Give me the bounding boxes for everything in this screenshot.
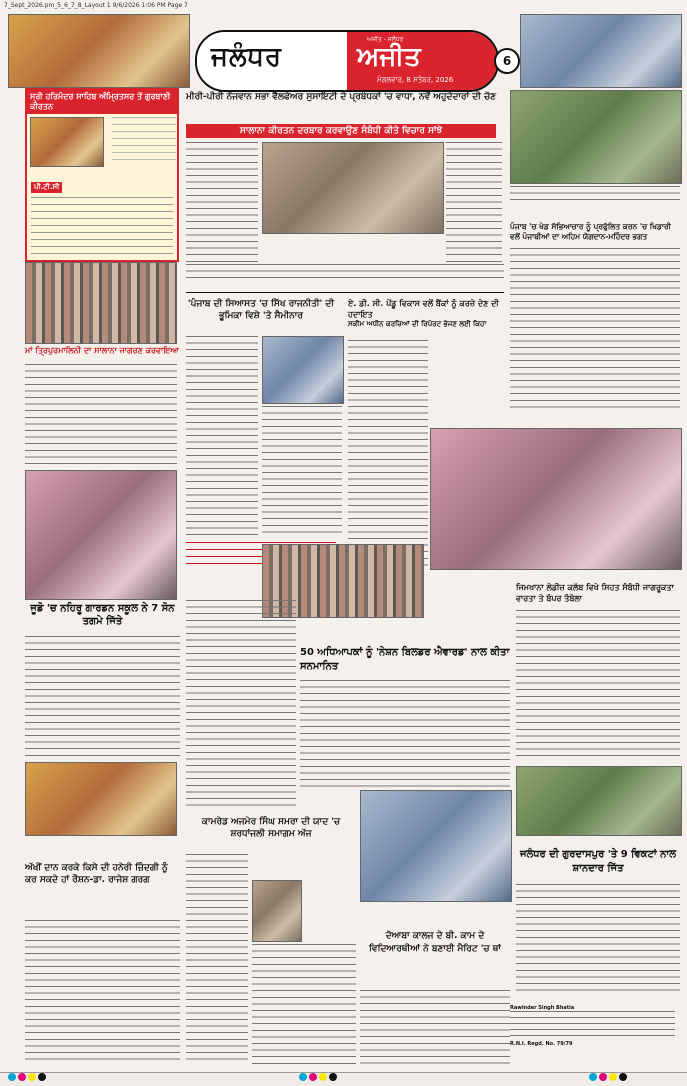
publisher-name: Rawinder Singh Bhatia (510, 1005, 575, 1011)
masthead-city: ਜਲੰਧਰ (211, 42, 283, 72)
story-doaba-headline: ਦੋਆਬਾ ਕਾਲਜ ਦੇ ਬੀ. ਕਾਮ ਦੇ ਵਿਦਿਆਰਥੀਆਂ ਨੇ ਬਣਾਈ ਮੈਰਿਟ 'ਚ ਥਾਂ (369, 931, 501, 954)
print-slug: 7_Sept_2026.pm_5_6_7_8_Layout 1 9/6/2026 1:06 PM Page 7 (4, 2, 188, 9)
seminar-photo (262, 336, 344, 404)
golden-temple-image (30, 117, 104, 167)
story-judo-body (25, 636, 180, 756)
comrade-portrait (252, 880, 302, 942)
ad-subheader: ਪੀ.ਟੀ.ਸੀ (31, 182, 62, 193)
story-seminar-headline: 'ਪੰਜਾਬ ਦੀ ਸਿਆਸਤ 'ਚ ਸਿੱਖ ਰਾਜਨੀਤੀ' ਦੀ ਭੂਮਿਕਾ ਵਿਸ਼ੇ 'ਤੇ ਸੈਮੀਨਾਰ (187, 299, 335, 321)
story-miri-piri-strip: ਸਾਲਾਨਾ ਕੀਰਤਨ ਦਰਬਾਰ ਕਰਵਾਉਣ ਸੰਬੰਧੀ ਕੀਤੇ ਵਿਚਾਰ ਸਾਂਝੇ (186, 124, 496, 138)
story-miri-piri-body (186, 142, 258, 262)
story-award-body2 (300, 680, 510, 790)
story-sports-body (510, 248, 680, 413)
story-adc-subheadline: ਸਕੀਮ ਅਧੀਨ ਕਰਜ਼ਿਆਂ ਦੀ ਰਿਪੋਰਟ ਭੇਜਣ ਲਈ ਕਿਹਾ (348, 320, 487, 328)
sports-photo (510, 90, 682, 184)
story-award-body (186, 600, 296, 810)
judo-photo (25, 470, 177, 600)
ladies-club-photo (430, 428, 682, 570)
page-number: 6 (494, 48, 520, 74)
story-gymkhana-body (516, 610, 680, 760)
masthead-date: ਮੰਗਲਵਾਰ, 8 ਸਤੰਬਰ, 2026 (377, 76, 454, 84)
story-jagran-headline: ਮਾਂ ਤ੍ਰਿਪੁਰਮਾਲਿਨੀ ਦਾ ਸਾਲਾਨਾ ਜਾਗਰਣ ਕਰਵਾਇਆ (25, 346, 179, 355)
story-doaba-body (360, 990, 510, 1065)
story-eye-headline: ਅੱਖੀਂ ਦਾਨ ਕਰਕੇ ਕਿਸੇ ਦੀ ਹਨੇਰੀ ਜ਼ਿੰਦਗੀ ਨੂੰ ਕਰ ਸਕਦੇ ਹਾਂ ਰੌਸ਼ਨ-ਡਾ. ਰਾਜੇਸ਼ ਗਰਗ (25, 863, 168, 885)
story-seminar-body2 (262, 406, 342, 536)
story-miri-piri-body-right (446, 142, 502, 262)
rni-number: R.N.I. Regd. No. 79/79 (510, 1041, 573, 1047)
publisher-imprint (510, 1005, 675, 1065)
print-color-bar (0, 1072, 687, 1086)
eye-donation-photo (25, 762, 177, 836)
story-award-headline: 50 ਅਧਿਆਪਕਾਂ ਨੂੰ 'ਨੇਸ਼ਨ ਬਿਲਡਰ ਐਵਾਰਡ' ਨਾਲ ਕੀਤਾ ਸਨਮਾਨਿਤ (300, 647, 510, 672)
sports-caption (510, 186, 680, 206)
story-comrade-body2 (252, 944, 356, 1064)
story-cricket-headline: ਜਲੰਧਰ ਦੀ ਗੁਰਦਾਸਪੁਰ 'ਤੇ 9 ਵਿਕਟਾਂ ਨਾਲ ਸ਼ਾਨਦਾਰ ਜਿੱਤ (519, 849, 677, 874)
award-photo (360, 790, 512, 902)
story-jagran-body (25, 364, 177, 464)
gurbani-ad (25, 88, 179, 262)
top-left-photo (8, 14, 190, 88)
story-adc-body (348, 340, 428, 570)
story-seminar-body (186, 336, 258, 536)
story-eye-body (25, 920, 180, 1065)
story-comrade-body (186, 854, 248, 1064)
jagran-photo (25, 262, 177, 344)
masthead-tagline: ਅਜੀਤ - ਜਲੰਧਰ (367, 36, 404, 43)
story-adc-headline: ਏ. ਡੀ. ਸੀ. ਪੇਂਡੂ ਵਿਕਾਸ ਵਲੋਂ ਬੈਂਕਾਂ ਨੂੰ ਕਰਜ਼ੇ ਦੇਣ ਦੀ ਹਦਾਇਤ (348, 299, 499, 319)
masthead-paper: ਅਜੀਤ (357, 42, 421, 72)
story-gymkhana-headline: ਜਿਮਖਾਨਾ ਲੇਡੀਜ਼ ਕਲੱਬ ਵਿਖੇ ਸਿਹਤ ਸੰਬੰਧੀ ਜਾਗਰੂਕਤਾ ਵਾਰਤਾ ਤੇ ਬੰਪਰ ਤੰਬੋਲਾ (516, 583, 674, 603)
top-right-photo (520, 14, 682, 88)
story-sports-headline: ਪੰਜਾਬ 'ਚ ਖੇਡ ਸੱਭਿਆਚਾਰ ਨੂੰ ਪ੍ਰਫੁੱਲਿਤ ਕਰਨ 'ਚ ਖਿਡਾਰੀ ਵਲੋਂ ਪੰਜਾਬੀਆਂ ਦਾ ਅਹਿਮ ਯੋਗਦਾਨ-ਮਹਿੰਦਰ ਭਗਤ (510, 222, 671, 241)
masthead (195, 30, 499, 92)
story-cricket-body (516, 884, 680, 994)
story-miri-piri-headline: ਮੀਰੀ-ਪੀਰੀ ਨੌਜਵਾਨ ਸਭਾ ਵੈੱਲਫੇਅਰ ਸੁਸਾਇਟੀ ਦੇ ਪ੍ਰਬੰਧਕਾਂ 'ਚ ਵਾਧਾ, ਨਵੇਂ ਅਹੁਦੇਦਾਰਾਂ ਦੀ ਚੋਣ (186, 92, 496, 102)
story-comrade-headline: ਕਾਮਰੇਡ ਅਜਮੇਰ ਸਿੰਘ ਸਮਰਾ ਦੀ ਯਾਦ 'ਚ ਸ਼ਰਧਾਂਜਲੀ ਸਮਾਗਮ ਅੱਜ (201, 817, 341, 839)
miri-piri-photo (262, 142, 444, 234)
cricket-photo (516, 766, 682, 836)
story-judo-headline: ਜੂਡੋ 'ਚ ਨਹਿਰੂ ਗਾਰਡਨ ਸਕੂਲ ਨੇ 7 ਸੋਨ ਤਗਮੇ ਜਿੱਤੇ (30, 603, 175, 627)
ad-header: ਸ੍ਰੀ ਹਰਿਮੰਦਰ ਸਾਹਿਬ ਅੰਮ੍ਰਿਤਸਰ ਤੋਂ ਗੁਰਬਾਣੀ ਕੀਰਤਨ (27, 90, 177, 114)
miri-piri-continued (186, 264, 504, 282)
divider (186, 292, 504, 293)
